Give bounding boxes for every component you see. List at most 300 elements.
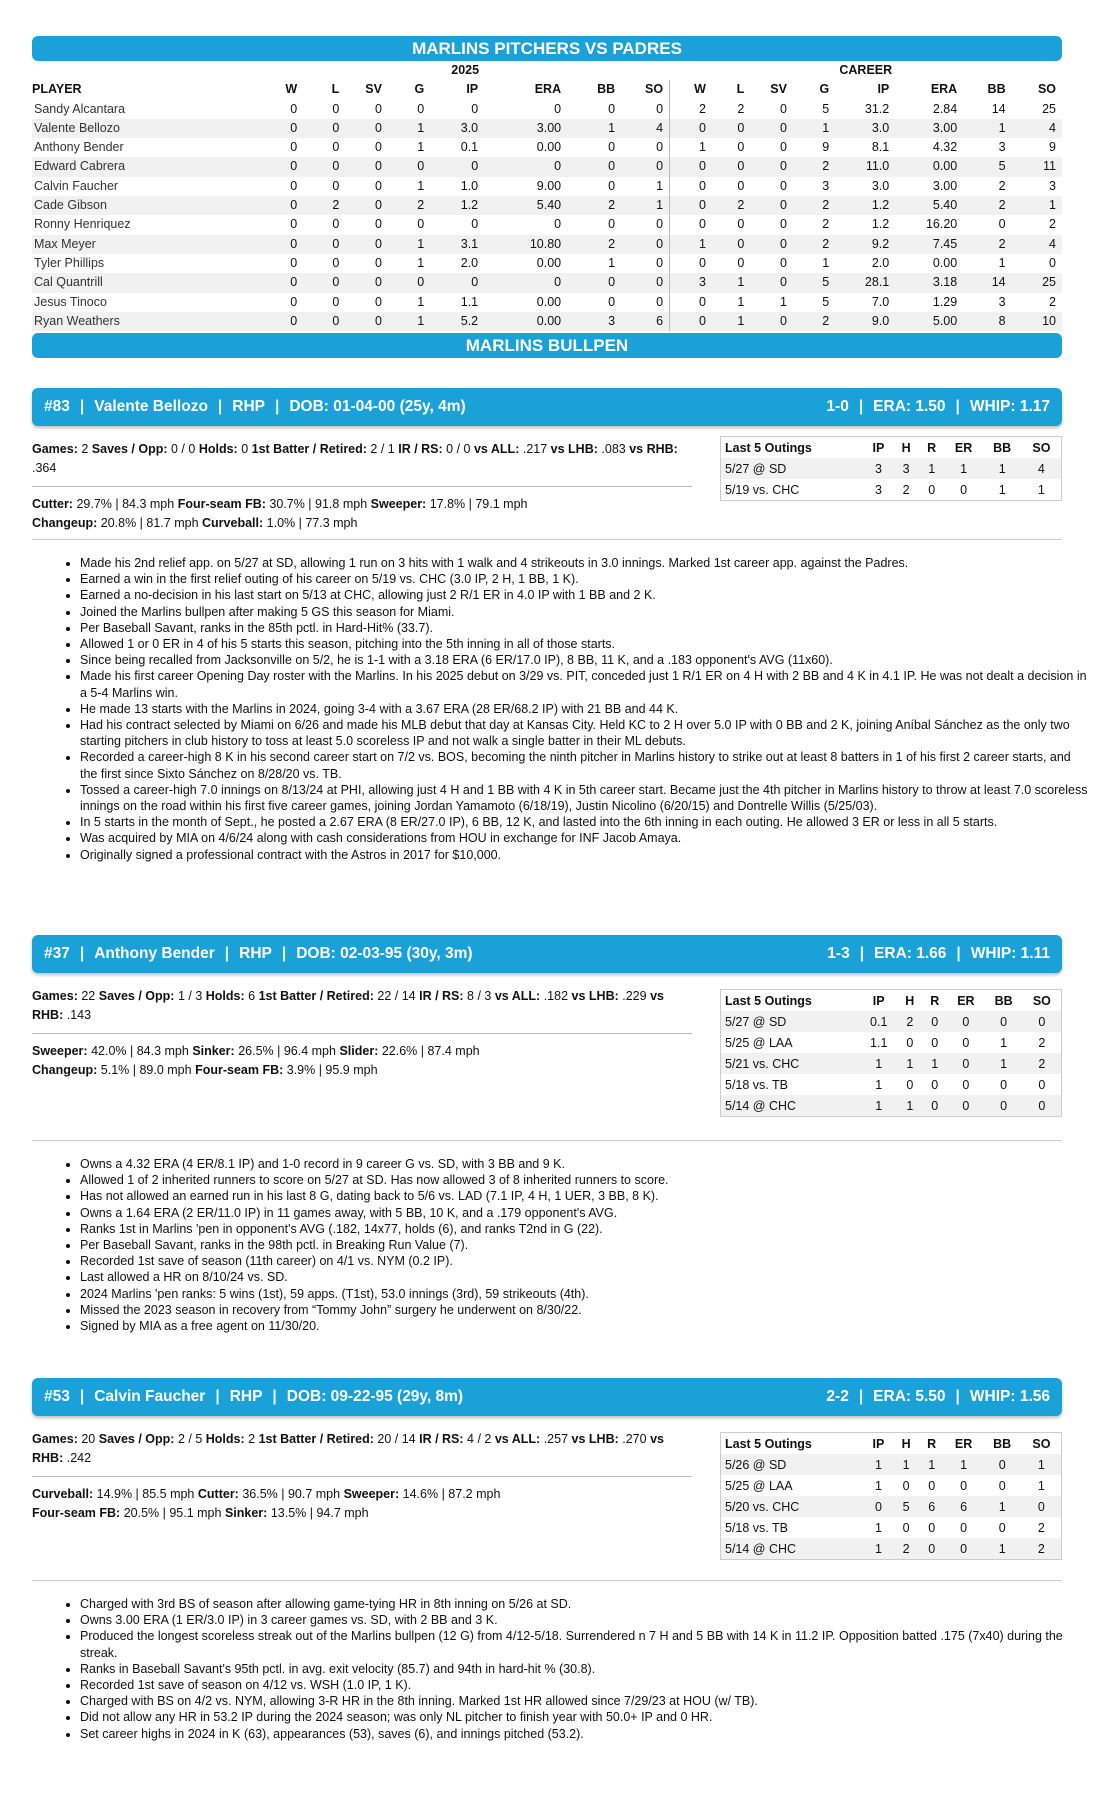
pitch-usage: 22.6% | 87.4 mph — [381, 1044, 480, 1058]
stat-cell: 0 — [670, 157, 712, 176]
pitch-type: Changeup: — [32, 516, 98, 530]
separator: | — [224, 945, 230, 962]
outing-stat: 0 — [922, 1011, 947, 1032]
table-header-row — [32, 80, 1062, 99]
outing-stat: 1 — [1037, 1478, 1045, 1493]
pitcher-identity — [44, 935, 473, 973]
outing-game: 5/25 @ LAA — [725, 1035, 793, 1050]
stat-value: 2 — [248, 1432, 256, 1446]
column-header: Last 5 Outings — [725, 1436, 812, 1451]
pitch-type: Cutter: — [197, 1487, 239, 1501]
stat-cell: 0 — [656, 140, 664, 155]
stat-cell: 1.1 — [460, 294, 479, 309]
player-name-cell: Edward Cabrera — [32, 157, 261, 176]
stat-cell: 2.84 — [932, 101, 958, 116]
stat-value: 20 — [81, 1432, 96, 1446]
stat-cell: 0 — [750, 235, 793, 254]
stat-cell: 2 — [567, 235, 621, 254]
stat-cell: 1 — [417, 178, 425, 193]
column-header: ERA — [534, 82, 562, 97]
outing-game: 5/20 vs. CHC — [721, 1496, 864, 1517]
pitcher-identity — [44, 388, 466, 426]
outing-row — [721, 1011, 1061, 1032]
stat-cell: 2 — [1049, 217, 1056, 232]
stat-cell: 2.0 — [871, 255, 890, 270]
outing-stat: 0 — [928, 1520, 936, 1535]
stat-cell: 0 — [670, 119, 712, 138]
outing-game: 5/25 @ LAA — [725, 1478, 793, 1493]
stat-cell: 5 — [793, 273, 835, 292]
pitcher-notes — [50, 555, 1090, 863]
throws-hand: RHP — [232, 398, 265, 415]
whip-value: WHIP: 1.17 — [969, 398, 1050, 415]
column-header: H — [901, 1436, 911, 1451]
stat-cell: 0 — [608, 140, 616, 155]
player-name-cell: Cal Quantrill — [32, 273, 261, 292]
outing-stat: 0 — [864, 1496, 894, 1517]
note-item: • Since being recalled from Jacksonville on 5/2, he is 1-1 with a 3.18 ERA (6 ER/17.0 IP), 8 BB, 11 K, and a .183 opponent's AVG (11x60). — [80, 652, 1090, 668]
stat-cell: 2 — [303, 196, 345, 215]
pitch-usage: 14.6% | 87.2 mph — [402, 1487, 501, 1501]
outing-stat: 0 — [984, 1095, 1022, 1116]
column-header: ERA — [930, 82, 958, 97]
stat-cell: 0 — [261, 157, 303, 176]
stat-cell: 5.2 — [430, 312, 484, 331]
table-row — [32, 138, 1062, 157]
stat-value: 1 / 3 — [177, 989, 203, 1003]
outing-stat: 1 — [1022, 1454, 1061, 1475]
stat-cell: 0 — [332, 255, 340, 270]
outing-stat: 1 — [893, 1454, 919, 1475]
table-row — [32, 157, 1062, 176]
stat-cell: 25 — [1042, 101, 1056, 116]
outing-stat: 1 — [860, 1053, 897, 1074]
outing-row — [721, 1496, 1061, 1517]
stat-cell: 3.00 — [484, 119, 567, 138]
stat-cell: 0 — [345, 273, 388, 292]
column-header: ER — [954, 1436, 973, 1451]
pitcher-identity — [44, 1378, 463, 1416]
stat-value: 0 / 0 — [171, 442, 196, 456]
stat-value: .270 — [622, 1432, 647, 1446]
outing-stat: 0 — [919, 1538, 945, 1559]
stat-value: 0 — [241, 442, 249, 456]
pitcher-block — [32, 935, 1062, 1113]
outing-stat: 0 — [1023, 1011, 1061, 1032]
outing-stat: 0 — [931, 1035, 939, 1050]
note-item: • Recorded 1st save of season on 4/12 vs. WSH (1.0 IP, 1 K). — [80, 1677, 1090, 1693]
outing-stat: 0 — [998, 1478, 1006, 1493]
pitch-usage: 42.0% | 84.3 mph — [91, 1044, 189, 1058]
usage-line — [32, 987, 697, 1025]
stat-cell: 3.18 — [895, 273, 963, 292]
table-row — [32, 235, 1062, 254]
pitch-usage: 36.5% | 90.7 mph — [242, 1487, 341, 1501]
stat-cell: 0 — [374, 140, 382, 155]
outings-header — [721, 1433, 1061, 1454]
stat-cell: 3.00 — [895, 119, 963, 138]
stat-cell: 0 — [484, 273, 567, 292]
note-item: • Joined the Marlins bullpen after making 5 GS this season for Miami. — [80, 604, 1090, 620]
stat-cell: 1 — [621, 196, 669, 215]
stat-cell: 0 — [261, 312, 303, 331]
stat-cell: 0 — [484, 157, 567, 176]
last-5-outings-table — [721, 437, 1061, 500]
stat-cell: 3.0 — [871, 178, 890, 193]
stat-cell: 0 — [656, 255, 664, 270]
stat-cell: 1 — [1012, 196, 1062, 215]
column-header: L — [736, 82, 745, 97]
separator: | — [79, 1388, 85, 1405]
pitch-type: Curveball: — [202, 516, 264, 530]
stat-cell: 0 — [554, 217, 562, 232]
stat-cell: 0 — [290, 101, 298, 116]
outing-stat: 0 — [960, 1478, 968, 1493]
stat-cell: 1 — [656, 178, 664, 193]
stat-cell: 0 — [737, 178, 745, 193]
stat-value: .143 — [66, 1008, 92, 1022]
stat-cell: 0 — [750, 273, 793, 292]
outing-row — [721, 1074, 1061, 1095]
note-item: • Last allowed a HR on 8/10/24 vs. SD. — [80, 1269, 1090, 1285]
note-item: • Did not allow any HR in 53.2 IP during the 2024 season; was only NL pitcher to finish year with 50.0+ IP and 0 HR. — [80, 1709, 1090, 1725]
pitchers-vs-section — [32, 36, 1062, 358]
season-header: 2025 — [451, 63, 480, 77]
stat-label: vs RHB: — [32, 989, 664, 1022]
outing-stat: 0 — [922, 1095, 947, 1116]
stat-cell: 0.00 — [536, 140, 562, 155]
outings-header-row — [721, 990, 1061, 1011]
stat-cell: 2 — [963, 196, 1011, 215]
player-name-cell: Max Meyer — [32, 235, 261, 254]
stat-cell: 0 — [430, 273, 484, 292]
stat-cell: 0 — [750, 312, 793, 331]
outing-stat: 6 — [919, 1496, 945, 1517]
stat-cell: 0 — [656, 294, 664, 309]
pitch-type: Sinker: — [224, 1506, 268, 1520]
stat-cell: 0 — [750, 157, 793, 176]
pitch-mix — [32, 495, 697, 533]
divider-line — [32, 1033, 692, 1034]
note-item: • Charged with 3rd BS of season after allowing game-tying HR in 8th inning on 5/26 at SD. — [80, 1596, 1090, 1612]
stat-cell: 2 — [670, 100, 712, 119]
pitcher-name: Anthony Bender — [94, 945, 215, 962]
column-header: IP — [872, 440, 885, 455]
stat-cell: 0 — [656, 217, 664, 232]
stat-label: vs RHB: — [32, 1432, 664, 1465]
note-item: • Allowed 1 of 2 inherited runners to score on 5/27 at SD. Has now allowed 3 of 8 inherited runners to score. — [80, 1172, 1090, 1188]
stat-cell: 3.1 — [430, 235, 484, 254]
pitcher-stat-lines — [32, 1430, 697, 1523]
outing-row — [721, 1053, 1061, 1074]
player-name-cell: Cade Gibson — [32, 196, 261, 215]
outing-row — [721, 1032, 1061, 1053]
column-header: R — [930, 993, 940, 1008]
stat-cell: 3 — [1049, 178, 1056, 193]
stat-cell: 1 — [388, 119, 430, 138]
note-item: • Originally signed a professional contract with the Astros in 2017 for $10,000. — [80, 847, 1090, 863]
stat-cell: 2 — [998, 178, 1006, 193]
outing-row — [721, 479, 1061, 500]
stat-cell: 1.2 — [835, 196, 895, 215]
stat-cell: 0 — [290, 255, 298, 270]
outing-stat: 0 — [983, 1454, 1022, 1475]
note-item: • Missed the 2023 season in recovery from “Tommy John” surgery he underwent on 8/30/22. — [80, 1302, 1090, 1318]
stat-cell: 4 — [1012, 119, 1062, 138]
win-loss-record: 1-0 — [826, 398, 849, 415]
stat-label: 1st Batter / Retired: — [258, 1432, 374, 1446]
stat-cell: 5.40 — [895, 196, 963, 215]
column-header: SV — [365, 82, 382, 97]
outing-row — [721, 1517, 1061, 1538]
player-name-cell: Calvin Faucher — [34, 178, 119, 193]
column-header: BB — [994, 993, 1013, 1008]
outing-stat: 1 — [875, 1077, 883, 1092]
note-item: • Owns a 4.32 ERA (4 ER/8.1 IP) and 1-0 record in 9 career G vs. SD, with 3 BB and 9 K. — [80, 1156, 1090, 1172]
section-divider — [32, 1580, 1062, 1581]
stat-cell: 2.0 — [460, 255, 479, 270]
column-header: G — [414, 82, 425, 97]
stat-cell: 5.00 — [895, 312, 963, 331]
note-item: • Has not allowed an earned run in his last 8 G, dating back to 5/6 vs. LAD (7.1 IP, 4 H, 1 UER, 3 BB, 8 K). — [80, 1188, 1090, 1204]
stat-cell: 28.1 — [835, 273, 895, 292]
stat-cell: 1 — [567, 119, 621, 138]
stat-cell: 3 — [822, 178, 830, 193]
note-item: • Was acquired by MIA on 4/6/24 along with cash considerations from HOU in exchange for INF Jacob Amaya. — [80, 830, 1090, 846]
last-5-outings-box — [720, 1432, 1062, 1560]
stat-cell: 0 — [737, 140, 745, 155]
stat-cell: 0 — [567, 273, 621, 292]
pitch-usage: 17.8% | 79.1 mph — [429, 497, 528, 511]
outings-body — [721, 1011, 1061, 1116]
pitch-usage: 13.5% | 94.7 mph — [270, 1506, 369, 1520]
stat-value: 0 / 0 — [446, 442, 471, 456]
stat-cell: 3 — [998, 294, 1006, 309]
pitch-mix — [32, 1485, 697, 1523]
table-row — [32, 312, 1062, 331]
stat-cell: 2 — [793, 196, 835, 215]
outing-stat: 0 — [947, 1095, 984, 1116]
pitchers-vs-banner: MARLINS PITCHERS VS PADRES — [32, 36, 1062, 61]
stat-cell: 16.20 — [925, 217, 958, 232]
stat-cell: 0 — [345, 119, 388, 138]
stat-cell: 1.0 — [460, 178, 479, 193]
stat-cell: 7.45 — [895, 235, 963, 254]
outing-stat: 2 — [897, 1011, 922, 1032]
separator: | — [859, 945, 865, 962]
note-item: • Set career highs in 2024 in K (63), appearances (53), saves (6), and innings pitched (53.2). — [80, 1726, 1090, 1742]
pitch-type: Sweeper: — [370, 497, 427, 511]
stat-cell: 3 — [567, 312, 621, 331]
separator: | — [79, 945, 85, 962]
stat-cell: 0 — [750, 196, 793, 215]
outings-header-row — [721, 437, 1061, 458]
stat-cell: 8.1 — [871, 140, 890, 155]
outing-row — [721, 458, 1061, 479]
note-item: • Made his first career Opening Day roster with the Marlins. In his 2025 debut on 3/29 vs. PIT, conceded just 1 R/1 ER on 4 H with 2 BB and 4 K in 4.1 IP. He was not dealt a decision in a 5-4 Marlins win. — [80, 668, 1090, 700]
note-item: • 2024 Marlins 'pen ranks: 5 wins (1st), 59 apps. (T1st), 53.0 innings (3rd), 59 strikeouts (4th). — [80, 1286, 1090, 1302]
stat-label: vs ALL: — [473, 442, 520, 456]
stat-cell: 0 — [780, 178, 787, 193]
column-header: L — [331, 82, 340, 97]
outings-header-row — [721, 1433, 1061, 1454]
stat-value: .182 — [543, 989, 569, 1003]
pitch-usage: 29.7% | 84.3 mph — [76, 497, 175, 511]
stat-cell: 3.00 — [932, 178, 958, 193]
separator: | — [281, 945, 287, 962]
pitch-usage: 5.1% | 89.0 mph — [100, 1063, 192, 1077]
pitcher-name: Valente Bellozo — [94, 398, 208, 415]
column-header: PLAYER — [32, 82, 82, 97]
stat-value: 4 / 2 — [467, 1432, 492, 1446]
outing-game: 5/26 @ SD — [721, 1454, 864, 1475]
column-header: SO — [1032, 993, 1051, 1008]
stat-cell: 1 — [712, 273, 750, 292]
table-row — [32, 196, 1062, 215]
stat-value: 2 / 5 — [177, 1432, 203, 1446]
stat-cell: 0 — [670, 254, 712, 273]
outing-stat: 0 — [998, 1520, 1006, 1535]
stat-cell: 0 — [737, 255, 745, 270]
stat-cell: 9 — [1049, 140, 1056, 155]
stat-cell: 0 — [737, 217, 745, 232]
outing-stat: 1 — [998, 482, 1006, 497]
stat-cell: 0 — [554, 101, 562, 116]
pitch-type: Curveball: — [32, 1487, 94, 1501]
separator: | — [272, 1388, 277, 1405]
outing-stat: 0.1 — [860, 1011, 897, 1032]
column-header: R — [927, 440, 937, 455]
stat-cell: 0.00 — [536, 294, 562, 309]
pitcher-header — [32, 935, 1062, 973]
stat-cell: 5 — [963, 157, 1011, 176]
column-header: SO — [1032, 440, 1051, 455]
outing-stat: 1 — [1000, 1035, 1008, 1050]
throws-hand: RHP — [239, 945, 272, 962]
stat-value: .242 — [66, 1451, 92, 1465]
stat-cell: 0 — [670, 196, 712, 215]
stat-value: .083 — [601, 442, 626, 456]
stat-cell: 10.80 — [484, 235, 567, 254]
outing-stat: 2 — [1038, 1035, 1046, 1050]
note-item: • Made his 2nd relief app. on 5/27 at SD, allowing 1 run on 3 hits with 1 walk and 4 strikeouts in 3.0 innings. Marked 1st career app. against the Padres. — [80, 555, 1090, 571]
note-item: • Tossed a career-high 7.0 innings on 8/13/24 at PHI, allowing just 4 H and 1 BB with 4 K in 5th career start. Became just the 4th pitcher in Marlins history to throw at least 7.0 scoreless innings on the road within his first five career games, joining Jordan Yamamoto (6/18/19), Justin Nicolino (6/20/15) and Dontrelle Willis (5/25/03). — [80, 782, 1090, 814]
stat-cell: 0 — [621, 235, 669, 254]
stat-cell: 2 — [388, 196, 430, 215]
stat-cell: 1 — [417, 255, 425, 270]
stat-cell: 0 — [261, 235, 303, 254]
outings-body — [721, 458, 1061, 500]
outing-stat: 0 — [928, 482, 936, 497]
outings-header — [721, 990, 1061, 1011]
pitch-usage: 1.0% | 77.3 mph — [266, 516, 358, 530]
stat-label: vs LHB: — [550, 442, 598, 456]
column-header: IP — [872, 1436, 885, 1451]
note-item: • He made 13 starts with the Marlins in 2024, going 3-4 with a 3.67 ERA (28 ER/68.2 IP) with 21 BB and 44 K. — [80, 701, 1090, 717]
throws-hand: RHP — [229, 1388, 263, 1405]
last-5-outings-box — [720, 989, 1062, 1117]
stat-cell: 0 — [471, 217, 479, 232]
stat-cell: 1.2 — [871, 217, 890, 232]
column-header: H — [905, 993, 915, 1008]
stat-label: IR / RS: — [419, 1432, 464, 1446]
section-divider — [32, 1140, 1062, 1141]
stat-cell: 0 — [261, 273, 303, 292]
pitchers-vs-table — [32, 61, 1062, 331]
pitch-type: Changeup: — [32, 1063, 98, 1077]
outing-stat: 1 — [864, 1538, 894, 1559]
stat-label: Games: — [32, 989, 78, 1003]
stat-cell: 0 — [608, 178, 616, 193]
pitcher-summary — [826, 388, 1050, 426]
column-header: Last 5 Outings — [725, 993, 812, 1008]
table-row — [32, 177, 1062, 196]
stat-cell: 5 — [822, 101, 830, 116]
stat-cell: 1 — [712, 312, 750, 331]
column-header: BB — [597, 82, 616, 97]
outing-row — [721, 1475, 1061, 1496]
stat-cell: 0.00 — [932, 255, 958, 270]
pitch-type: Sweeper: — [343, 1487, 400, 1501]
pitch-type: Sweeper: — [32, 1044, 88, 1058]
outing-row — [721, 1454, 1061, 1475]
outing-row — [721, 1538, 1061, 1559]
pitch-mix — [32, 1042, 697, 1080]
stat-cell: 0 — [374, 217, 382, 232]
note-item: • Ranks in Baseball Savant's 95th pctl. in avg. exit velocity (85.7) and 94th in hard-hit % (30.8). — [80, 1661, 1090, 1677]
jersey-number: #53 — [44, 1388, 70, 1405]
outing-game: 5/18 vs. TB — [725, 1520, 788, 1535]
note-item: • In 5 starts in the month of Sept., he posted a 2.67 ERA (8 ER/27.0 IP), 6 BB, 12 K, and lasted into the 6th inning in each outing. He allowed 3 ER or less in all 5 starts. — [80, 814, 1090, 830]
outing-stat: 1 — [944, 458, 982, 479]
stat-cell: 1 — [388, 235, 430, 254]
stat-cell: 0 — [261, 196, 303, 215]
column-header: ER — [954, 440, 973, 455]
stat-cell: 0 — [780, 217, 787, 232]
stat-label: Games: — [32, 1432, 78, 1446]
stat-cell: 0.1 — [460, 140, 479, 155]
stat-cell: 1 — [417, 294, 425, 309]
note-item: • Per Baseball Savant, ranks in the 98th pctl. in Breaking Run Value (7). — [80, 1237, 1090, 1253]
outing-row — [721, 1095, 1061, 1116]
separator: | — [955, 398, 960, 415]
stat-cell: 11.0 — [835, 157, 895, 176]
stat-cell: 0 — [780, 140, 787, 155]
column-header: BB — [987, 82, 1006, 97]
stat-cell: 1 — [417, 140, 425, 155]
table-row — [32, 293, 1062, 312]
stat-cell: 10 — [1012, 312, 1062, 331]
column-header: R — [927, 1436, 937, 1451]
outing-stat: 2 — [902, 482, 910, 497]
stat-cell: 0 — [290, 294, 298, 309]
stat-label: vs ALL: — [494, 1432, 541, 1446]
stat-cell: 0 — [712, 157, 750, 176]
note-item: • Per Baseball Savant, ranks in the 85th pctl. in Hard-Hit% (33.7). — [80, 620, 1090, 636]
separator: | — [215, 1388, 220, 1405]
stat-cell: 0 — [998, 217, 1006, 232]
note-item: • Owns a 1.64 ERA (2 ER/11.0 IP) in 11 games away, with 5 BB, 10 K, and a .179 opponent's AVG. — [80, 1205, 1090, 1221]
column-header: Last 5 Outings — [725, 440, 812, 455]
stat-cell: 2 — [963, 235, 1011, 254]
stat-cell: 0 — [290, 217, 298, 232]
stat-cell: 0 — [374, 255, 382, 270]
column-header: W — [285, 82, 298, 97]
stat-label: Saves / Opp: — [98, 1432, 175, 1446]
stat-cell: 0 — [261, 119, 303, 138]
outings-header — [721, 437, 1061, 458]
whip-value: WHIP: 1.56 — [969, 1388, 1050, 1405]
